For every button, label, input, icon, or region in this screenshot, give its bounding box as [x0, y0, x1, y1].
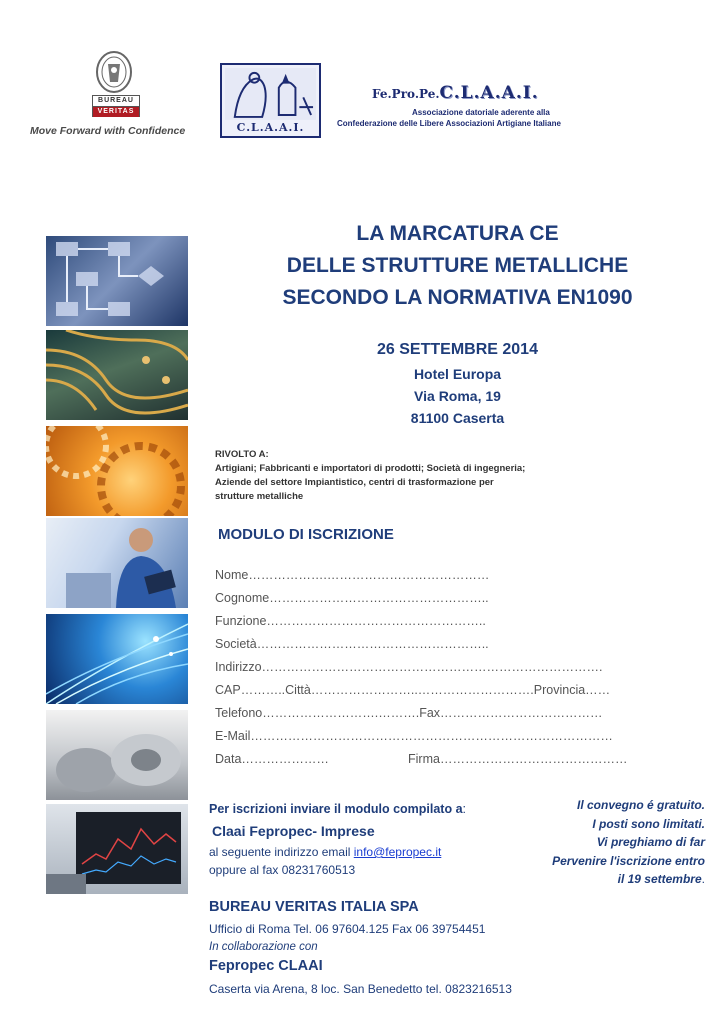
circuit-board-image — [46, 330, 188, 420]
event-title-line-2: DELLE STRUTTURE METALLICHE — [286, 254, 629, 277]
audience-line-2: Aziende del settore Impiantistico, centri di trasformazione per — [215, 477, 494, 488]
event-title-line-1: LA MARCATURA CE — [356, 222, 559, 245]
claai-logo-text: C.L.A.A.I. — [236, 121, 305, 134]
engineer-photo — [46, 518, 188, 608]
form-field-societa[interactable]: Società……………………………………………….. — [215, 637, 489, 651]
bv-line2: VERITAS — [93, 107, 139, 117]
form-field-firma[interactable]: Firma……………………………………… — [408, 752, 628, 766]
artisan-icon — [225, 68, 316, 120]
form-field-data[interactable]: Data………………… — [215, 752, 329, 766]
form-field-nome[interactable]: Nome……………….………………………………… — [215, 568, 490, 582]
organizer-fp-address: Caserta via Arena, 8 loc. San Benedetto tel. 0823216513 — [209, 982, 512, 996]
fepropec-title-prefix: Fe.Pro.Pe. — [372, 87, 440, 101]
organizer-bv-office: Ufficio di Roma Tel. 06 97604.125 Fax 06 39754451 — [209, 922, 486, 936]
audience-line-3: strutture metalliche — [215, 491, 304, 502]
claai-logo — [220, 63, 321, 138]
form-field-funzione[interactable]: Funzione…………………………………………….. — [215, 614, 486, 628]
registration-email-link[interactable]: info@fepropec.it — [353, 845, 442, 859]
audience-block — [215, 448, 525, 504]
notice-block — [515, 796, 705, 889]
registration-email-line — [209, 845, 441, 859]
audience-label: RIVOLTO A: — [215, 449, 269, 460]
notice-line-5-period: . — [701, 872, 705, 886]
registration-label-colon: : — [462, 802, 467, 816]
form-field-email[interactable]: E-Mail…………………………………………………………………………… — [215, 729, 613, 743]
notice-line-3: Vi preghiamo di far — [596, 835, 705, 849]
fepropec-title — [372, 83, 539, 103]
event-venue: Hotel Europa — [413, 366, 502, 382]
form-field-cap-citta-provincia[interactable]: CAP………..Città……………………..……………………….Provincia…… — [215, 683, 611, 697]
notice-line-5 — [515, 870, 705, 889]
form-field-telefono-fax[interactable]: Telefono……………………….……….Fax………………………………… — [215, 706, 603, 720]
notice-line-1: Il convegno é gratuito. — [576, 798, 705, 812]
notice-line-4: Pervenire l'iscrizione entro — [552, 853, 705, 868]
registration-label — [209, 802, 466, 816]
registration-fax: oppure al fax 08231760513 — [209, 863, 356, 877]
audience-line-1: Artigiani; Fabbricanti e importatori di prodotti; Società di ingegneria; — [215, 463, 526, 474]
registration-email-prefix: al seguente indirizzo email — [209, 845, 354, 859]
fepropec-title-main: C.L.A.A.I. — [439, 83, 539, 103]
bv-slogan: Move Forward with Confidence — [30, 125, 186, 137]
notice-line-5-text: il 19 settembre — [617, 872, 702, 886]
form-title: MODULO DI ISCRIZIONE — [218, 526, 394, 543]
form-field-indirizzo[interactable]: Indirizzo………………………………………………………………………. — [215, 660, 603, 674]
registration-label-text: Per iscrizioni inviare il modulo compilato a — [209, 802, 463, 816]
monitor-chart-image — [46, 804, 188, 894]
event-date: 26 SETTEMBRE 2014 — [377, 341, 538, 358]
form-field-cognome[interactable]: Cognome…………………………………………….. — [215, 591, 489, 605]
bureau-veritas-wordmark — [92, 95, 140, 117]
organizer-fp-name: Fepropec CLAAI — [209, 958, 323, 974]
fepropec-subtitle-1: Associazione datoriale aderente alla — [412, 108, 550, 117]
event-city: 81100 Caserta — [410, 410, 505, 426]
registration-org: Claai Fepropec- Imprese — [212, 823, 375, 839]
bureau-veritas-seal-icon — [95, 50, 133, 96]
collaboration-label: In collaborazione con — [209, 941, 318, 953]
fepropec-subtitle-2: Confederazione delle Libere Associazioni Artigiane Italiane — [337, 119, 561, 128]
fiber-optics-image — [46, 614, 188, 704]
gear-image — [46, 426, 188, 516]
flowchart-image — [46, 236, 188, 326]
event-street: Via Roma, 19 — [414, 388, 501, 404]
bv-line1: BUREAU — [93, 96, 139, 107]
mechanical-parts-image — [46, 710, 188, 800]
event-title-line-3: SECONDO LA NORMATIVA EN1090 — [282, 286, 633, 309]
organizer-bv-name: BUREAU VERITAS ITALIA SPA — [209, 899, 419, 915]
notice-line-2: I posti sono limitati. — [592, 816, 705, 831]
